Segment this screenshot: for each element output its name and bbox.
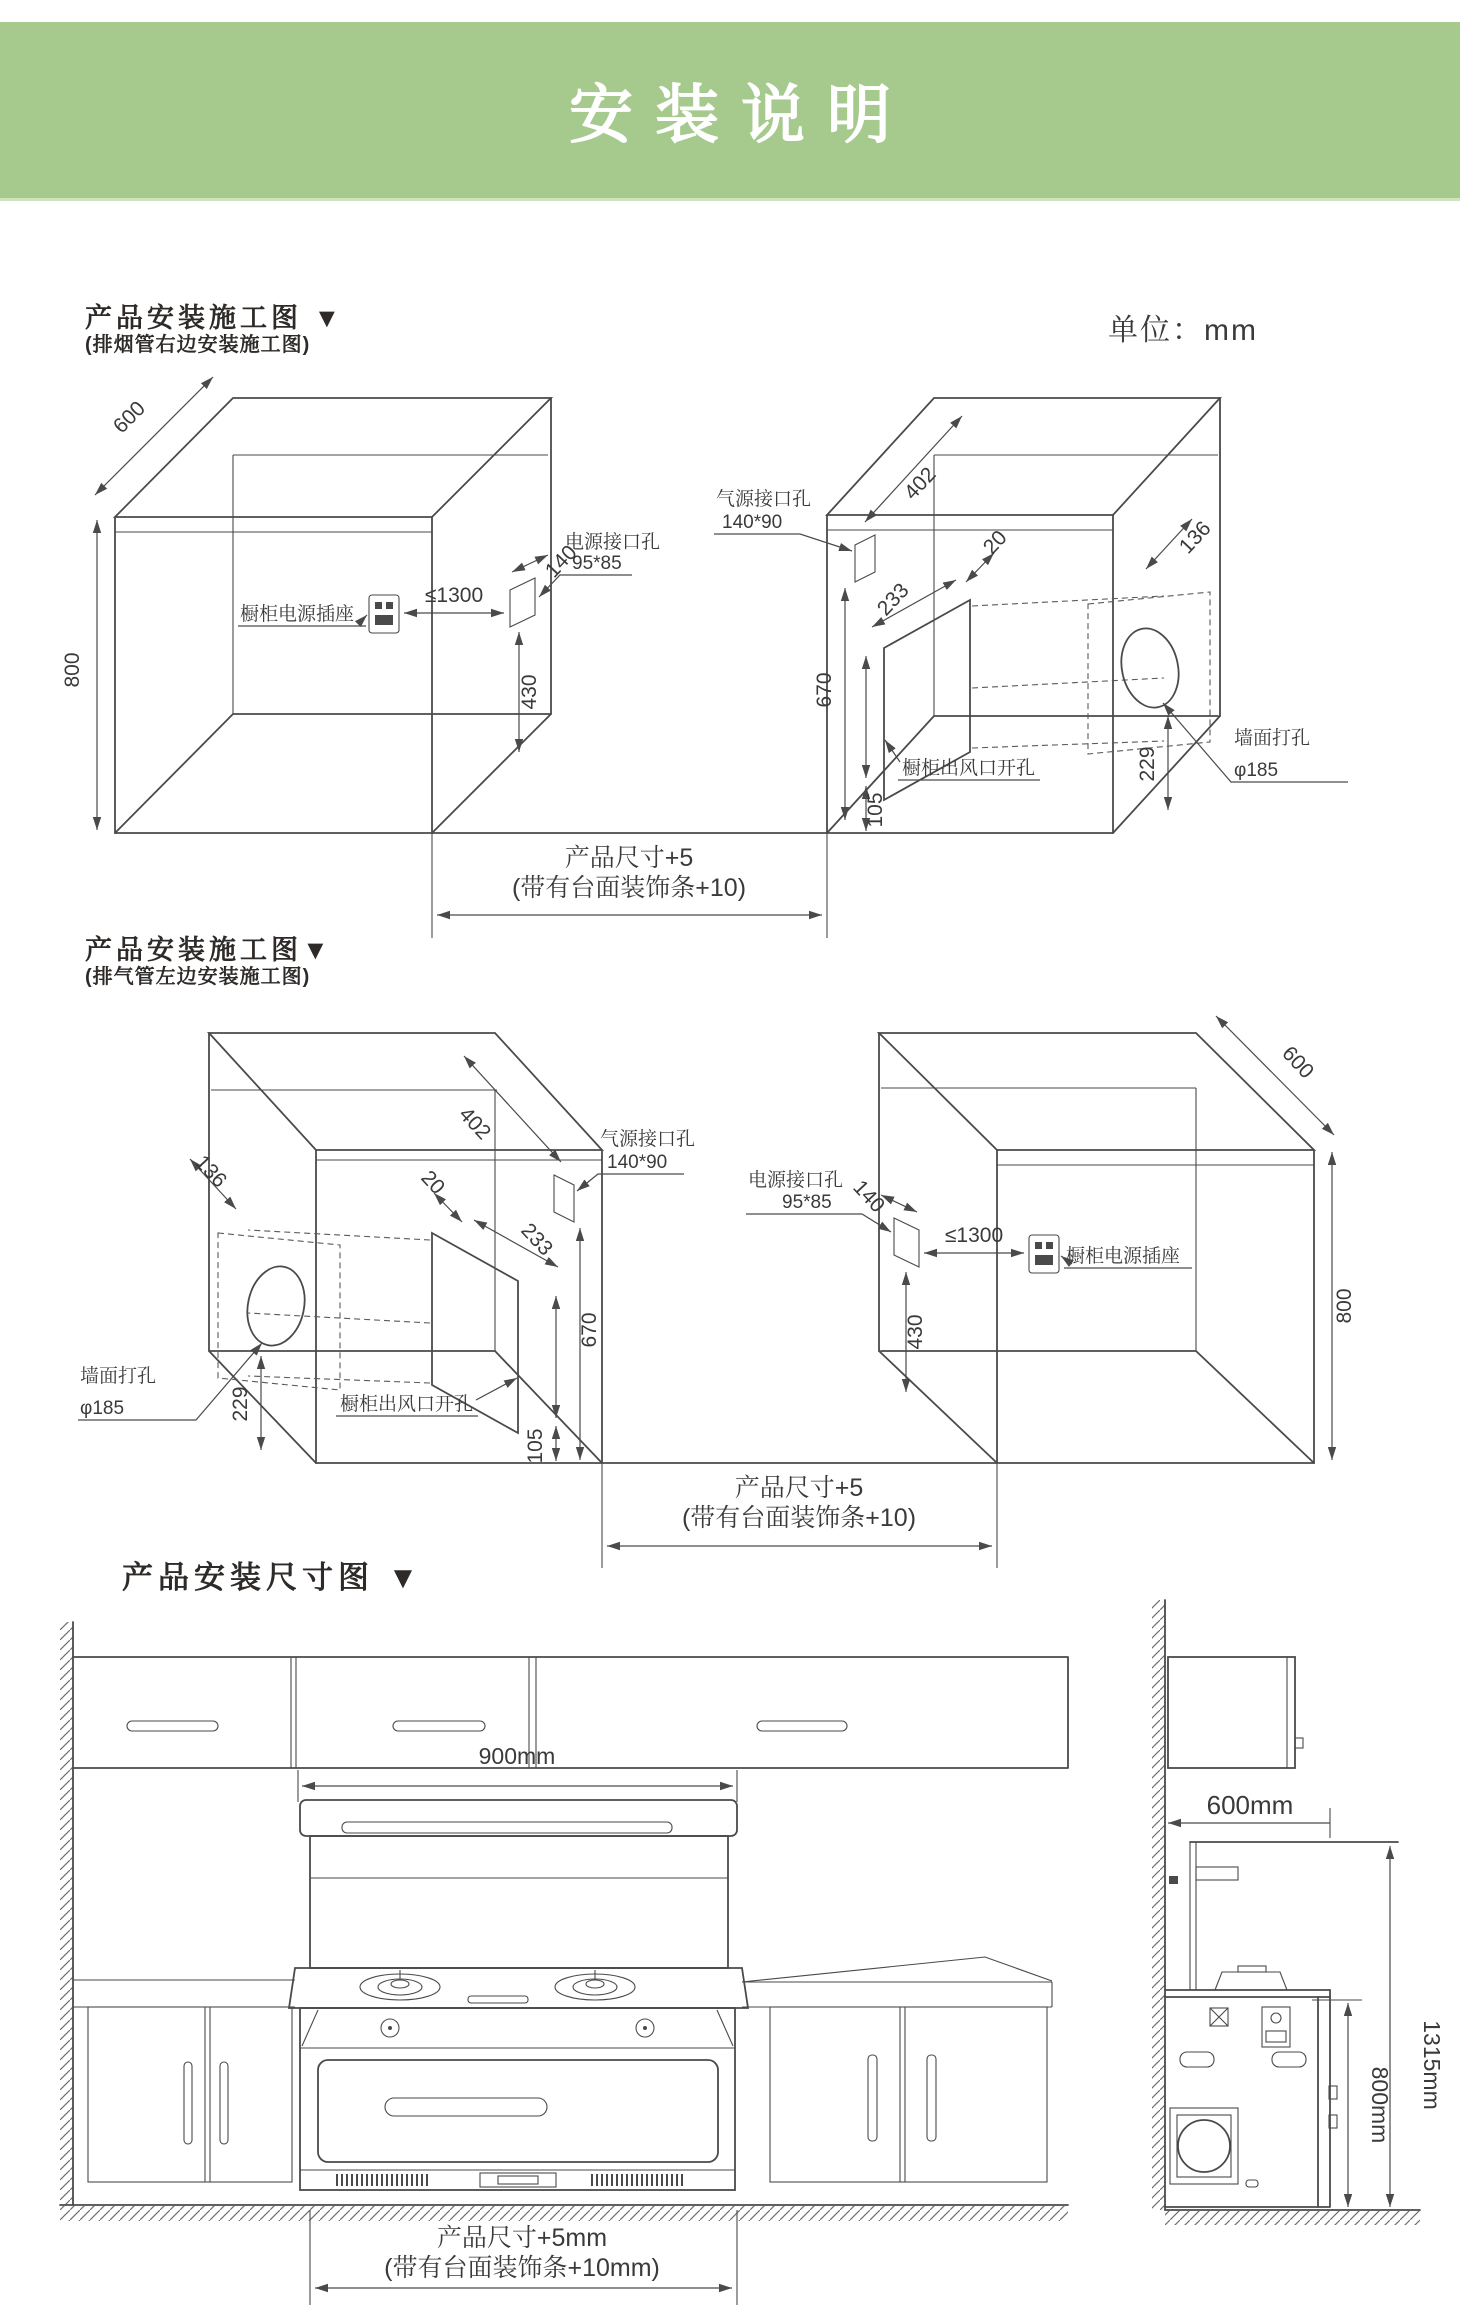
floor-hatch — [60, 2206, 1068, 2221]
gas-hole-label-2b: 140*90 — [607, 1152, 668, 1173]
dim-600mm-side — [1168, 1790, 1330, 1838]
wall-hole-label-2b: φ185 — [80, 1398, 125, 1419]
unit-label: 单位：mm — [1108, 314, 1258, 347]
product-size-note: (带有台面装饰条+10) — [511, 874, 747, 902]
vent-opening-callout-2 — [336, 1378, 517, 1416]
dim-105-label: 105 — [864, 792, 887, 828]
dim-800-b — [1332, 1152, 1356, 1460]
dim-600-label: 600 — [108, 396, 150, 438]
upper-cabinet-side — [1168, 1657, 1303, 1768]
dim-233 — [872, 579, 956, 627]
dim-229-label-b: 229 — [229, 1386, 252, 1422]
oven-handle — [385, 2098, 547, 2116]
wall-hole-callout — [1163, 703, 1348, 782]
dim-800mm-side — [1312, 2000, 1393, 2207]
cabinet-socket-icon-2 — [1029, 1235, 1059, 1273]
dim-1300-label: ≤1300 — [424, 584, 484, 607]
side-vent-outlet — [1170, 2108, 1238, 2184]
dim-800-label-b: 800 — [1333, 1288, 1356, 1324]
dim-430-label-b: 430 — [904, 1314, 927, 1350]
dim-1315mm-label: 1315mm — [1419, 2020, 1445, 2110]
dim-136-label-b: 136 — [190, 1150, 232, 1193]
gas-hole-callout — [714, 488, 852, 551]
upper-door-handle — [393, 1721, 485, 1731]
section1-title: 产品安装施工图 ▼ — [85, 303, 345, 333]
dim-1315mm-side — [1390, 1846, 1445, 2207]
power-hole-label-2: 95*85 — [572, 553, 622, 574]
gas-hole-label-1: 气源接口孔 — [716, 489, 812, 510]
gas-hole-label-2: 140*90 — [722, 512, 783, 533]
burner-left — [360, 1970, 440, 2000]
dim-670-label-b: 670 — [578, 1312, 601, 1348]
diagram-right-exhaust — [61, 377, 1348, 938]
side-socket-icon — [1262, 2007, 1290, 2047]
dim-233-b — [474, 1219, 558, 1267]
dim-670-label: 670 — [813, 672, 836, 708]
dim-800-label: 800 — [61, 652, 84, 688]
power-hole-label-2b: 95*85 — [782, 1192, 832, 1213]
side-wall-hatch — [1152, 1600, 1165, 2210]
cabinet-socket-callout-2 — [1061, 1245, 1192, 1268]
dim-670 — [813, 588, 845, 820]
side-fan-icon — [1210, 2008, 1228, 2026]
vent-opening-label-b: 橱柜出风口开孔 — [340, 1394, 474, 1415]
dim-402-label-b: 402 — [454, 1102, 496, 1145]
dim-229-b — [229, 1356, 261, 1450]
base-cabinets-front — [73, 1957, 1052, 2182]
wall-hole-label-1: 墙面打孔 — [1234, 728, 1311, 749]
dim-233-label: 233 — [872, 578, 914, 621]
dim-140-label: 140 — [540, 540, 582, 583]
cabinet-socket-callout — [238, 603, 367, 626]
section2-subtitle: (排气管左边安装施工图) — [85, 966, 311, 989]
wall-hole-label-2: φ185 — [1234, 760, 1279, 781]
dim-600-b — [1216, 1016, 1334, 1135]
dim-600-label-b: 600 — [1277, 1041, 1319, 1084]
vent-grille — [590, 2174, 685, 2186]
diagram-left-exhaust — [78, 1016, 1356, 1568]
left-wall-hatch — [60, 1622, 73, 2205]
cabinet-socket-label: 橱柜电源插座 — [240, 604, 355, 625]
wall-hole-label-1b: 墙面打孔 — [80, 1366, 157, 1387]
bottom-size-note: (带有台面装饰条+10mm) — [384, 2254, 660, 2282]
dim-229-label: 229 — [1136, 746, 1159, 782]
upper-door-handle — [757, 1721, 847, 1731]
dim-800-height — [61, 520, 97, 830]
dim-670-b — [578, 1228, 601, 1460]
section3-title: 产品安装尺寸图 ▼ — [122, 1560, 424, 1595]
dim-900mm — [298, 1743, 737, 1802]
dim-430-label: 430 — [518, 674, 541, 710]
gap-dimension-2 — [602, 1463, 997, 1568]
technical-drawings — [0, 370, 1460, 2316]
power-hole-label-1b: 电源接口孔 — [748, 1170, 844, 1191]
dim-136-label: 136 — [1174, 516, 1216, 559]
dim-20 — [966, 526, 1012, 582]
product-size-label-b: 产品尺寸+5 — [734, 1474, 864, 1502]
vent-grille — [335, 2174, 430, 2186]
burner-right — [555, 1970, 635, 2000]
power-hole-shape — [510, 578, 535, 627]
integrated-stove-side — [1165, 1842, 1398, 2207]
dim-20-b — [416, 1166, 462, 1222]
bottom-size-label: 产品尺寸+5mm — [436, 2224, 608, 2252]
dim-105-label-b: 105 — [524, 1428, 547, 1464]
dim-430-b — [904, 1272, 927, 1392]
side-floor-hatch — [1165, 2211, 1420, 2225]
page-title: 安装说明 — [569, 79, 913, 151]
control-knob-left — [381, 2019, 399, 2037]
dim-140-b — [848, 1176, 917, 1217]
dim-900mm-label: 900mm — [478, 1743, 556, 1769]
oven-door — [318, 2060, 718, 2162]
control-knob-right — [636, 2019, 654, 2037]
dim-600mm-label: 600mm — [1206, 1790, 1294, 1820]
gap-dimension — [432, 833, 827, 938]
cabinet-socket-label-b: 橱柜电源插座 — [1066, 1246, 1181, 1267]
section1-subtitle: (排烟管右边安装施工图) — [85, 334, 311, 357]
dim-402-b — [454, 1056, 561, 1162]
dim-1300 — [404, 584, 504, 613]
power-hole-label-1: 电源接口孔 — [565, 532, 661, 553]
cabinet-socket-icon — [369, 595, 399, 633]
dim-430 — [518, 632, 541, 752]
dim-233-label-b: 233 — [516, 1218, 558, 1261]
dim-402 — [865, 416, 962, 522]
page-header-banner — [0, 22, 1460, 201]
dim-1300-b — [924, 1224, 1024, 1253]
dim-20-label-b: 20 — [416, 1166, 450, 1199]
dim-136 — [1146, 517, 1216, 569]
installation-dimension-drawing — [60, 1600, 1445, 2305]
vent-opening-label: 橱柜出风口开孔 — [902, 758, 1036, 779]
dim-800mm-label: 800mm — [1367, 2066, 1393, 2144]
dim-402-label: 402 — [899, 462, 941, 505]
upper-door-handle — [127, 1721, 218, 1731]
product-size-label: 产品尺寸+5 — [564, 844, 694, 872]
dim-105 — [864, 786, 887, 831]
gas-hole-label-1b: 气源接口孔 — [600, 1129, 696, 1150]
dim-140-label-b: 140 — [848, 1175, 890, 1218]
dim-229 — [1136, 716, 1168, 810]
dim-1300-label-b: ≤1300 — [944, 1224, 1004, 1247]
integrated-stove-front — [289, 1800, 748, 2190]
upper-cabinets-front — [73, 1657, 1068, 1768]
dim-105-b — [524, 1426, 556, 1464]
product-size-note-b: (带有台面装饰条+10) — [681, 1504, 917, 1532]
bottom-product-size-dimension — [310, 2210, 737, 2305]
dim-20-label: 20 — [978, 526, 1012, 559]
dim-136-b — [190, 1151, 236, 1209]
section1-title-block — [85, 303, 344, 357]
section2-title: 产品安装施工图▼ — [85, 935, 333, 965]
